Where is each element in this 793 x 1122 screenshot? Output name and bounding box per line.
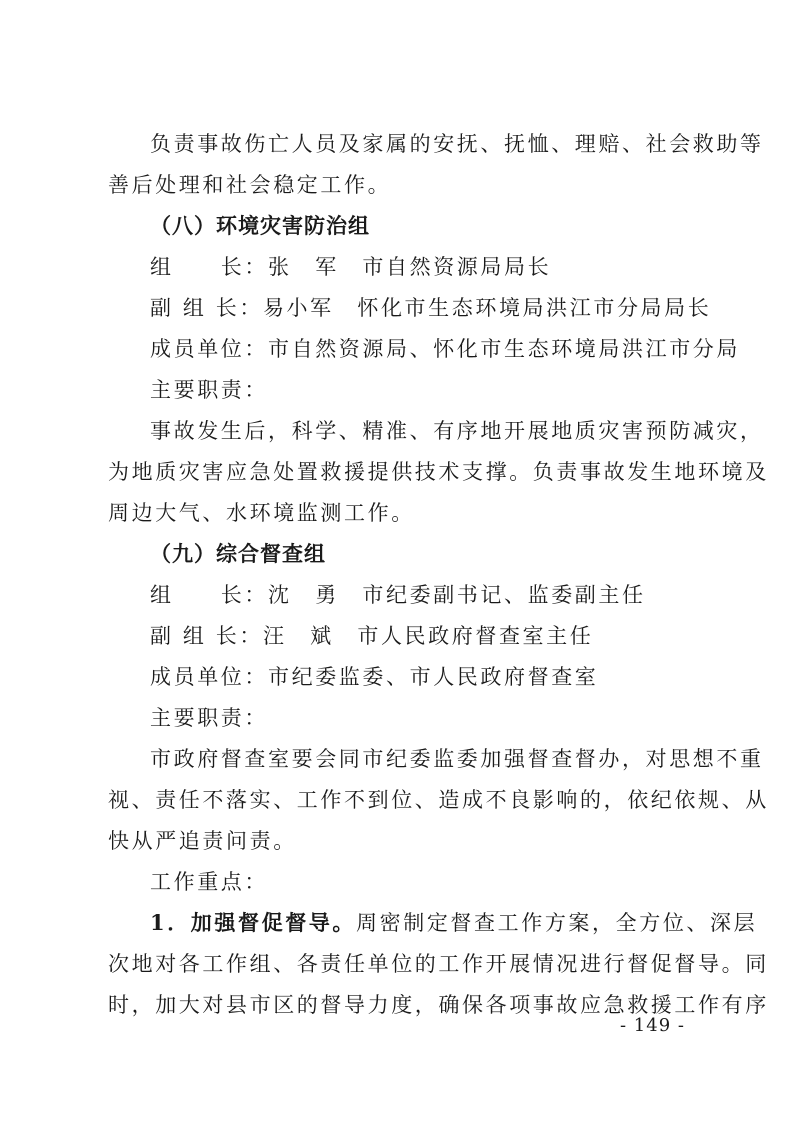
- section-heading: （九）综合督查组: [150, 542, 326, 566]
- paragraph-line: 视、责任不落实、工作不到位、造成不良影响的，依纪依规、从: [108, 788, 769, 812]
- page-number: - 149 -: [620, 1015, 685, 1036]
- member-units-line: 成员单位：市纪委监委、市人民政府督查室: [150, 665, 599, 689]
- deputy-leader-line: 副 组 长：汪 斌 市人民政府督查室主任: [150, 624, 594, 648]
- paragraph-text: 周密制定督查工作方案，全方位、深层: [356, 911, 758, 935]
- paragraph-line: 周边大气、水环境监测工作。: [108, 501, 415, 525]
- work-focus-label: 工作重点：: [150, 870, 268, 894]
- bold-lead: 1．加强督促督导。: [150, 910, 357, 935]
- paragraph-line: 负责事故伤亡人员及家属的安抚、抚恤、理赔、社会救助等: [150, 132, 764, 156]
- paragraph-line: [150, 908, 758, 938]
- paragraph-line: 为地质灾害应急处置救援提供技术支撑。负责事故发生地环境及: [108, 460, 769, 484]
- paragraph-line: 快从严追责问责。: [108, 829, 297, 853]
- leader-line: 组 长：张 军 市自然资源局局长: [150, 255, 552, 279]
- paragraph-line: 时，加大对县市区的督导力度，确保各项事故应急救援工作有序: [108, 993, 769, 1017]
- paragraph-line: 次地对各工作组、各责任单位的工作开展情况进行督促督导。同: [108, 952, 769, 976]
- leader-line: 组 长：沈 勇 市纪委副书记、监委副主任: [150, 583, 646, 607]
- member-units-line: 成员单位：市自然资源局、怀化市生态环境局洪江市分局: [150, 337, 740, 361]
- duties-label: 主要职责：: [150, 706, 268, 730]
- section-heading: （八）环境灾害防治组: [150, 214, 370, 238]
- paragraph-line: 事故发生后，科学、精准、有序地开展地质灾害预防减灾，: [150, 419, 764, 443]
- paragraph-line: 善后处理和社会稳定工作。: [108, 173, 392, 197]
- deputy-leader-line: 副 组 长：易小军 怀化市生态环境局洪江市分局局长: [150, 296, 712, 320]
- duties-label: 主要职责：: [150, 378, 268, 402]
- paragraph-line: 市政府督查室要会同市纪委监委加强督查督办，对思想不重: [150, 747, 764, 771]
